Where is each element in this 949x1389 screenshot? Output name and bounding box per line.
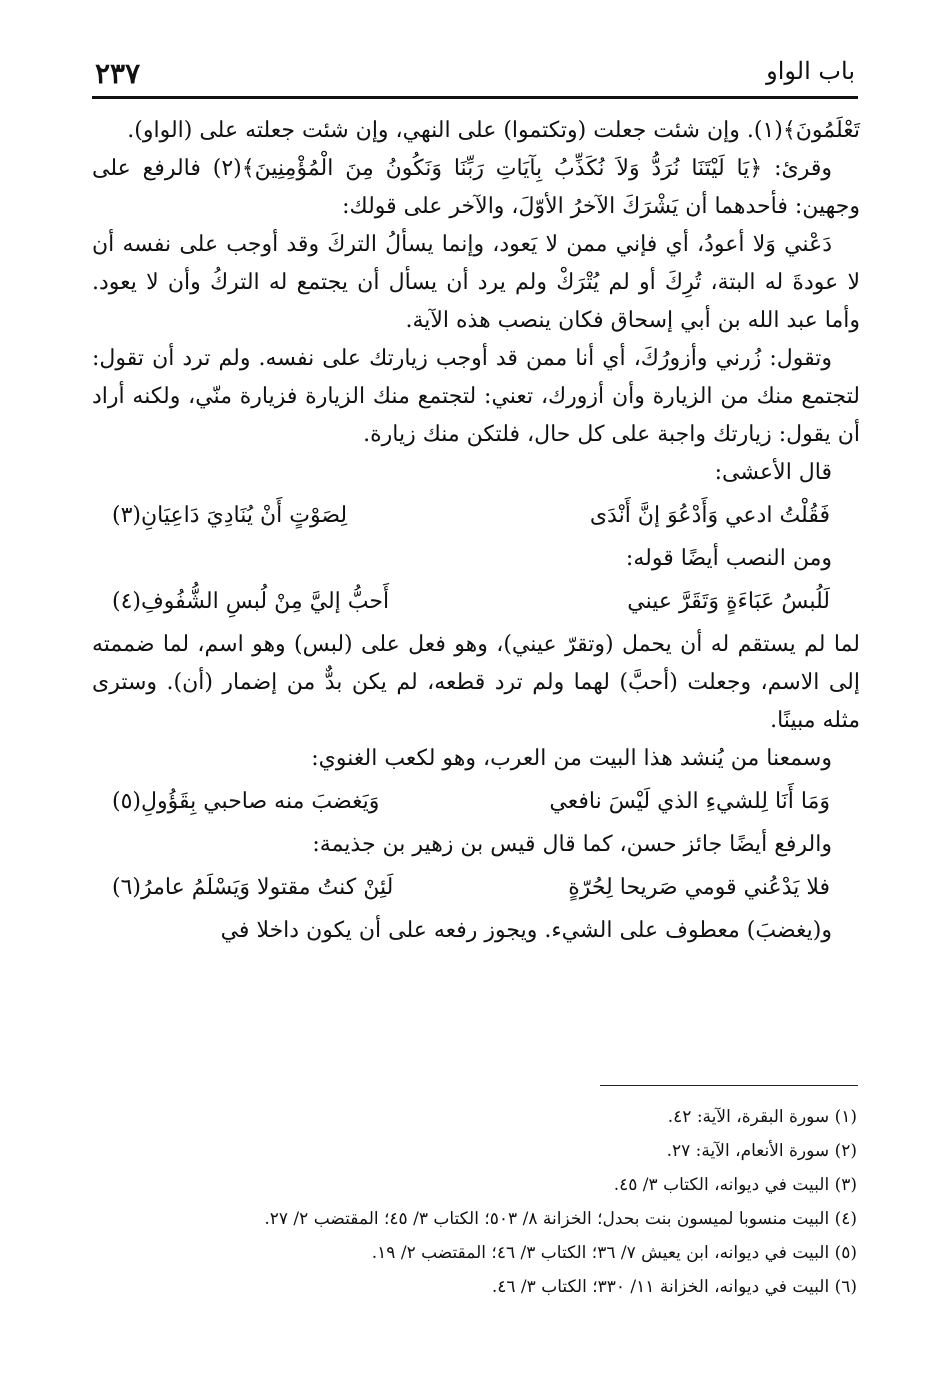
paragraph: لما لم يستقم له أن يحمل (وتقرّ عيني)، وهو فعل على (لبس) وهو اسم، لما ضممته إلى الاسم، وجعلت (أحبَّ) لهما ولم ترد قطعه، لم يكن بدٌّ من إضمار (أن). وسترى مثله مبينًا. [92,632,860,733]
verse-intro: قال الأعشى: [714,460,832,485]
verse-intro: ومن النصب أيضًا قوله: [625,546,832,571]
verse-line [112,778,830,826]
page-header [95,55,855,95]
verse-second-hemistich: أَحبُّ إليَّ مِنْ لُبسِ الشُّفُوفِ(٤) [112,589,390,614]
footnote: (٥) البيت في ديوانه، ابن يعيش ٧/ ٣٦؛ الكتاب ٣/ ٤٦؛ المقتضب ٢/ ١٩. [371,1243,857,1263]
footnote: (٦) البيت في ديوانه، الخزانة ١١/ ٣٣٠؛ الكتاب ٣/ ٤٦. [491,1277,857,1297]
footnotes [97,1100,857,1304]
footnote: (٣) البيت في ديوانه، الكتاب ٣/ ٤٥. [613,1175,857,1195]
verse-intro: والرفع أيضًا جائز حسن، كما قال قيس بن زهير بن جذيمة: [312,832,832,857]
verse-line [112,864,830,912]
paragraph: دَعْني وَلا أعودُ، أي فإني ممن لا يَعود، وإنما يسألُ التركَ وقد أوجب على نفسه أن لا عودةَ له البتة، تُرِكَ أو لم يُتْرَكْ ولم يرد أن يسأل أن يجتمع له التركُ وأن لا يعود. وأما عبد الله بن أبي إسحاق فكان ينصب هذه الآية. [92,232,860,333]
paragraph: تَعْلَمُونَ﴾(١). وإن شئت جعلت (وتكتموا) على النهي، وإن شئت جعلته على (الواو). [127,118,860,143]
page-number: ٢٣٧ [95,57,141,90]
footnote-divider [600,1085,858,1086]
verse-second-hemistich: لَئِنْ كنتُ مقتولا وَيَسْلَمُ عامرُ(٦) [112,875,394,900]
verse-first-hemistich: فلا يَدْعُني قومي صَريحا لِحُرّةٍ [568,875,830,900]
verse-first-hemistich: وَمَا أَنَا لِلشيءِ الذي لَيْسَ نافعي [549,789,830,814]
paragraph: وتقول: زُرني وأزورُكَ، أي أنا ممن قد أوجب زيارتك على نفسه. ولم ترد أن تقول: لتجتمع منك من الزيارة وأن أزورك، تعني: لتجتمع منك الزيارة فزيارة منّي، ولكنه أراد أن يقول: زيارتك واجبة على كل حال، فلتكن منك زيارة. [92,346,860,447]
paragraph: و(يغضبَ) معطوف على الشيء. ويجوز رفعه على أن يكون داخلا في [220,918,832,943]
footnote: (٤) البيت منسوبا لميسون بنت بحدل؛ الخزانة ٨/ ٥٠٣؛ الكتاب ٣/ ٤٥؛ المقتضب ٢/ ٢٧. [264,1209,857,1229]
main-text [92,112,860,950]
verse-first-hemistich: فَقُلْتُ ادعي وَأَدْعُوَ إنَّ أَنْدَى [589,503,830,528]
paragraph: وقرئ: ﴿يَا لَيْتَنَا نُرَدُّ وَلاَ نُكَذِّبُ بِآيَاتِ رَبِّنَا وَنَكُونُ مِنَ الْمُؤْمِنِينَ﴾(٢) فالرفع على وجهين: فأحدهما أن يَشْرَكَ الآخرُ الأوّلَ، والآخر على قولك: [92,156,860,219]
verse-line [112,578,830,626]
verse-intro: وسمعنا من يُنشد هذا البيت من العرب، وهو لكعب الغنوي: [311,746,832,771]
chapter-title: باب الواو [766,57,855,85]
verse-first-hemistich: لَلُبسُ عَبَاءَةٍ وَتَقَرَّ عيني [627,589,830,614]
verse-second-hemistich: وَيَغضبَ منه صاحبي بِقَؤُولِ(٥) [112,789,380,814]
verse-second-hemistich: لِصَوْتٍ أَنْ يُنَادِيَ دَاعِيَانِ(٣) [112,503,348,528]
footnote: (١) سورة البقرة، الآية: ٤٢. [667,1107,857,1127]
footnote: (٢) سورة الأنعام، الآية: ٢٧. [666,1141,857,1161]
header-divider [92,96,858,99]
verse-line [112,492,830,540]
